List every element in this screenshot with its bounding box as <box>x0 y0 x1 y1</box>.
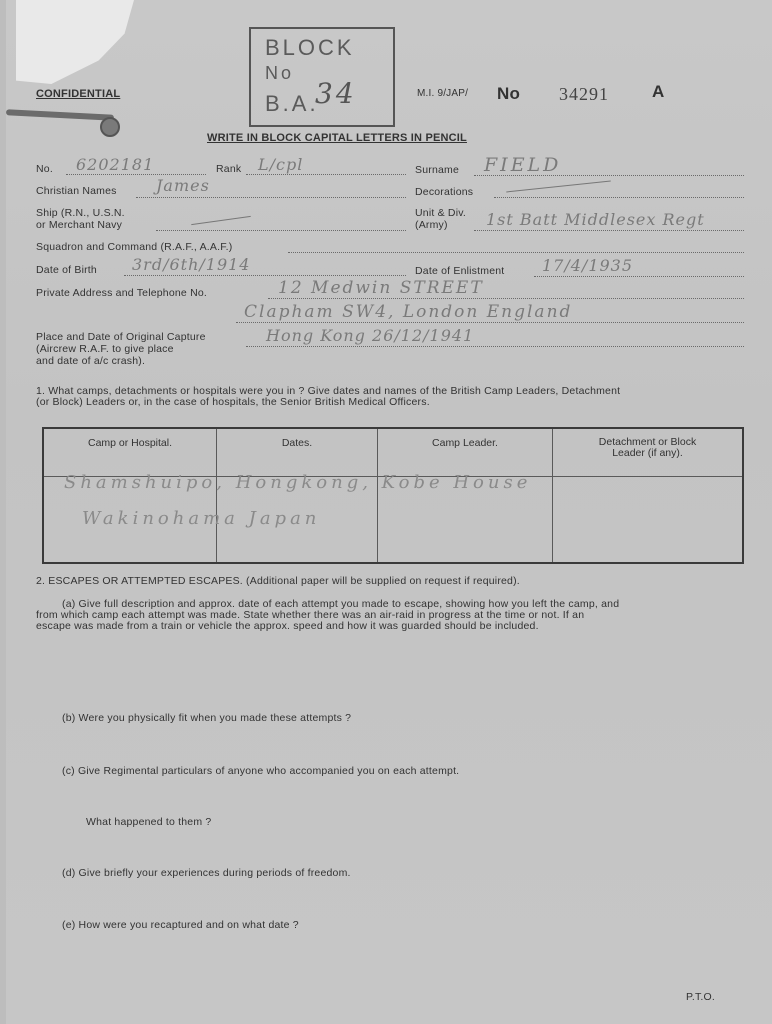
stamp-line-block: BLOCK <box>265 35 355 60</box>
camp-entry-line1: Shamshuipo, Hongkong, Kobe House <box>64 472 532 493</box>
col-camp-leader: Camp Leader. <box>378 428 553 477</box>
christian-names-label: Christian Names <box>36 185 117 197</box>
form-page <box>6 0 772 1024</box>
camps-table <box>42 427 744 564</box>
pto-label: P.T.O. <box>686 991 716 1003</box>
no-field-value: 6202181 <box>76 155 155 174</box>
mi-reference: M.I. 9/JAP/ <box>417 88 469 99</box>
q2a-line1: (a) Give full description and approx. date of each attempt you made to escape, showing how you left the camp, and <box>62 598 620 610</box>
unit-label-line1: Unit & Div. <box>415 207 467 219</box>
no-field-label: No. <box>36 163 53 175</box>
christian-names-value: James <box>156 176 210 195</box>
decorations-label: Decorations <box>415 186 474 198</box>
rank-label: Rank <box>216 163 242 175</box>
camp-entry-line2: Wakinohama Japan <box>82 508 321 529</box>
squadron-label: Squadron and Command (R.A.F., A.A.F.) <box>36 241 233 253</box>
instruction-heading: WRITE IN BLOCK CAPITAL LETTERS IN PENCIL <box>207 132 467 144</box>
tie-string <box>6 109 114 121</box>
no-label: No <box>497 84 521 103</box>
capture-value: Hong Kong 26/12/1941 <box>266 326 475 345</box>
q2d-text: (d) Give briefly your experiences during periods of freedom. <box>62 867 351 879</box>
q1-text-line2: (or Block) Leaders or, in the case of hospitals, the Senior British Medical Officers. <box>36 396 430 408</box>
unit-label-line2: (Army) <box>415 219 448 231</box>
ship-dash <box>191 216 251 225</box>
q2c-followup: What happened to them ? <box>86 816 212 828</box>
col-detachment-leader: Detachment or Block Leader (if any). <box>553 428 744 477</box>
col-dates: Dates. <box>217 428 378 477</box>
dob-value: 3rd/6th/1914 <box>132 255 251 274</box>
address-label: Private Address and Telephone No. <box>36 287 208 299</box>
tie-knot <box>100 117 120 137</box>
q2b-text: (b) Were you physically fit when you made these attempts ? <box>62 712 352 724</box>
torn-corner <box>16 0 134 84</box>
serial-suffix: A <box>652 82 665 101</box>
dob-label: Date of Birth <box>36 264 97 276</box>
enlistment-label: Date of Enlistment <box>415 265 505 277</box>
address-value-line1: 12 Medwin STREET <box>278 278 484 298</box>
ship-label-line2: or Merchant Navy <box>36 219 123 231</box>
enlistment-value: 17/4/1935 <box>542 256 634 275</box>
block-stamp <box>249 27 395 127</box>
capture-label-line1: Place and Date of Original Capture <box>36 331 206 343</box>
q2a-line3: escape was made from a train or vehicle the approx. speed and how it was guarded should be included. <box>36 620 539 632</box>
surname-value: FIELD <box>484 154 562 176</box>
col-camp: Camp or Hospital. <box>43 428 217 477</box>
confidential-label: CONFIDENTIAL <box>36 88 121 100</box>
q2c-text: (c) Give Regimental particulars of anyone who accompanied you on each attempt. <box>62 765 460 777</box>
stamp-number: 34 <box>315 77 357 110</box>
surname-label: Surname <box>415 164 460 176</box>
capture-label-line2: (Aircrew R.A.F. to give place <box>36 343 174 355</box>
serial-number: 34291 <box>559 84 609 104</box>
q2e-text: (e) How were you recaptured and on what date ? <box>62 919 299 931</box>
stamp-line-no: No <box>265 63 295 83</box>
rank-value: L/cpl <box>258 155 304 174</box>
q2a-line2: from which camp each attempt was made. State whether there was an air-raid in progress at the time or not. If an <box>36 609 585 621</box>
decorations-dash <box>506 181 611 193</box>
address-value-line2: Clapham SW4, London England <box>244 302 573 322</box>
q1-text-line1: 1. What camps, detachments or hospitals were you in ? Give dates and names of the British Camp Leaders, Detachment <box>36 385 621 397</box>
capture-label-line3: and date of a/c crash). <box>36 355 146 367</box>
stamp-line-ba: B.A. <box>265 91 319 116</box>
unit-value: 1st Batt Middlesex Regt <box>486 210 705 229</box>
q2-title: 2. ESCAPES OR ATTEMPTED ESCAPES. (Additional paper will be supplied on request if required). <box>36 575 520 587</box>
table-header-row <box>43 428 743 477</box>
ship-label-line1: Ship (R.N., U.S.N. <box>36 207 125 219</box>
